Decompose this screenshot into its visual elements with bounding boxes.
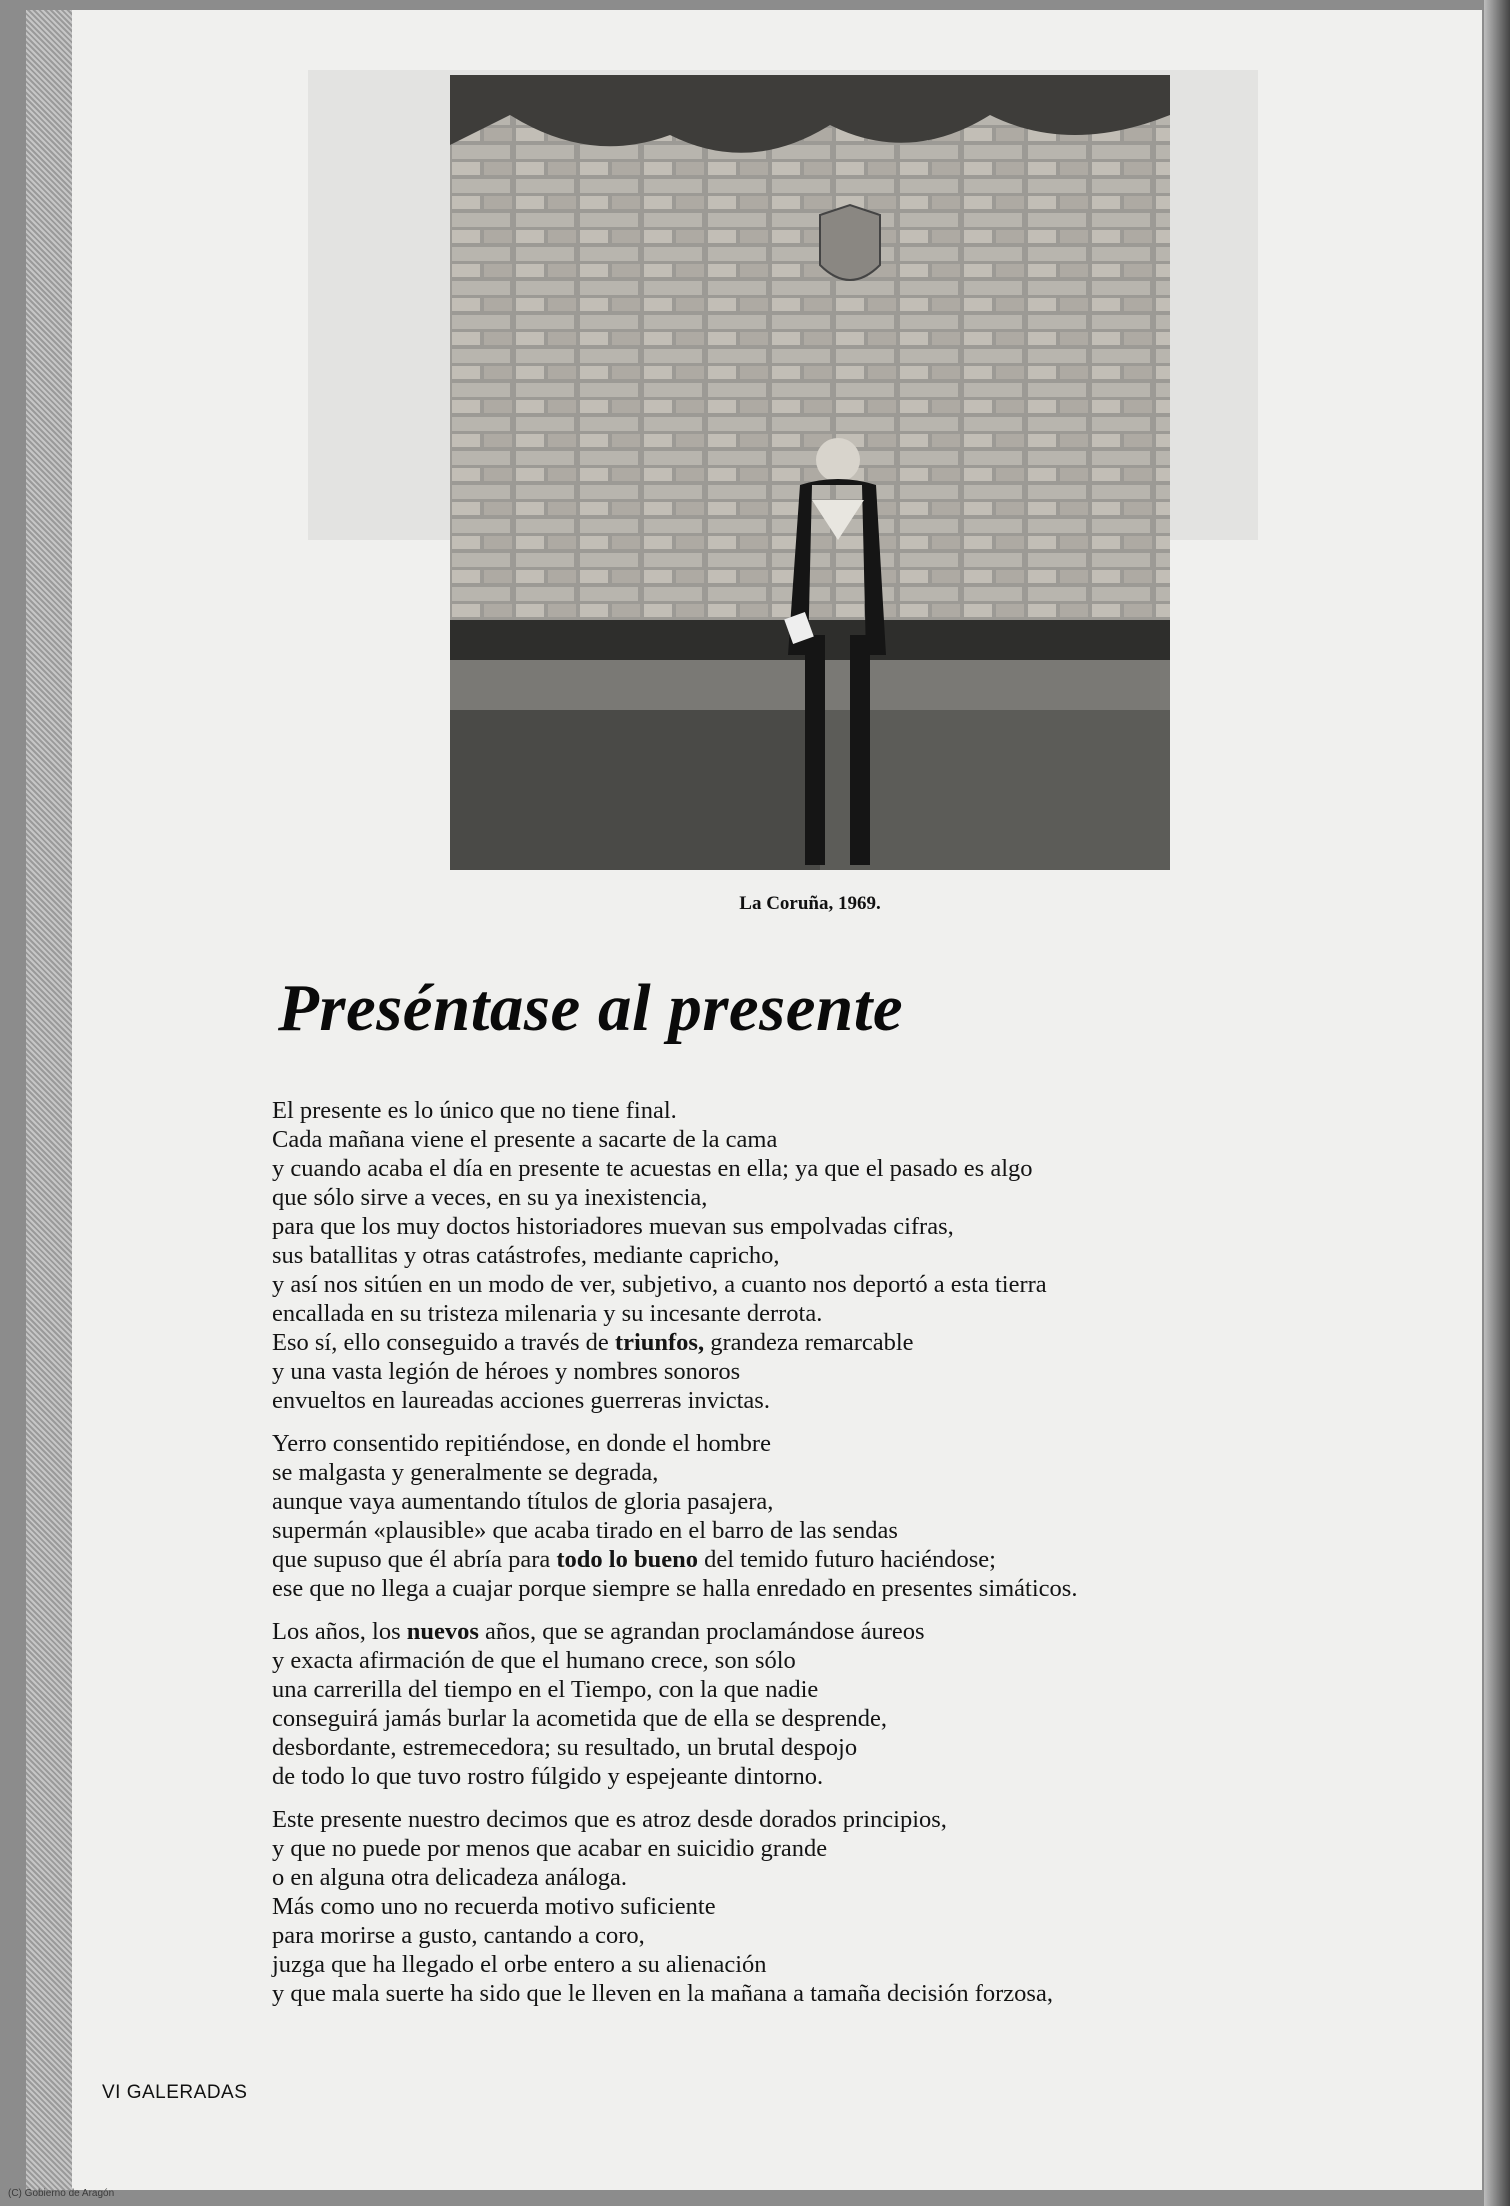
binding-strip	[26, 10, 72, 2190]
text-line	[272, 1545, 1452, 1574]
page-footer: VI GALERADAS	[102, 2082, 248, 2103]
page	[26, 10, 1482, 2190]
text-line: sus batallitas y otras catástrofes, mediante capricho,	[272, 1242, 780, 1269]
text-line: que sólo sirve a veces, en su ya inexistencia,	[272, 1184, 708, 1211]
text-line: Más como uno no recuerda motivo suficiente	[272, 1893, 716, 1920]
text-line: encallada en su tristeza milenaria y su incesante derrota.	[272, 1300, 823, 1327]
text-line: para morirse a gusto, cantando a coro,	[272, 1922, 645, 1949]
stanza	[272, 1617, 1452, 1791]
photo-caption: La Coruña, 1969.	[739, 893, 881, 914]
text-segment: Eso sí, ello conseguido a través de	[272, 1329, 615, 1356]
copyright-watermark: (C) Gobierno de Aragón	[8, 2188, 115, 2199]
stanza	[272, 1429, 1452, 1603]
text-line: aunque vaya aumentando títulos de gloria pasajera,	[272, 1488, 774, 1515]
text-line	[272, 1617, 1452, 1646]
text-line: ese que no llega a cuajar porque siempre se halla enredado en presentes simáticos.	[272, 1575, 1078, 1602]
portrait-photo-graphic	[450, 75, 1170, 870]
text-line: para que los muy doctos historiadores muevan sus empolvadas cifras,	[272, 1213, 954, 1240]
text-segment: grandeza remarcable	[704, 1329, 914, 1356]
text-line	[272, 1328, 1452, 1357]
text-segment: años, que se agrandan proclamándose áureos	[478, 1618, 925, 1645]
text-line: y cuando acaba el día en presente te acuestas en ella; ya que el pasado es algo	[272, 1155, 1033, 1182]
emphasis-text: todo lo bueno	[556, 1546, 698, 1573]
text-segment: Los años, los	[272, 1618, 407, 1645]
text-line: y que mala suerte ha sido que le lleven en la mañana a tamaña decisión forzosa,	[272, 1980, 1053, 2007]
emphasis-text: triunfos,	[614, 1329, 705, 1356]
text-line: Este presente nuestro decimos que es atroz desde dorados principios,	[272, 1806, 947, 1833]
stanza	[272, 1805, 1452, 2008]
text-line: conseguirá jamás burlar la acometida que de ella se desprende,	[272, 1705, 887, 1732]
text-line: y exacta afirmación de que el humano crece, son sólo	[272, 1647, 796, 1674]
emphasis-text: nuevos	[406, 1618, 479, 1645]
portrait-photo	[450, 75, 1170, 870]
text-line: o en alguna otra delicadeza análoga.	[272, 1864, 628, 1891]
text-line: juzga que ha llegado el orbe entero a su alienación	[272, 1951, 767, 1978]
text-segment: que supuso que él abría para	[272, 1546, 557, 1573]
text-line: El presente es lo único que no tiene final.	[272, 1097, 677, 1124]
article-body	[272, 1096, 1452, 2022]
text-line: Cada mañana viene el presente a sacarte de la cama	[272, 1126, 778, 1153]
text-line: Yerro consentido repitiéndose, en donde el hombre	[272, 1430, 771, 1457]
text-line: desbordante, estremecedora; su resultado, un brutal despojo	[272, 1734, 858, 1761]
text-segment: del temido futuro haciéndose;	[697, 1546, 996, 1573]
text-line: y una vasta legión de héroes y nombres sonoros	[272, 1358, 741, 1385]
text-line: una carrerilla del tiempo en el Tiempo, con la que nadie	[272, 1676, 819, 1703]
stanza	[272, 1096, 1452, 1415]
text-line: supermán «plausible» que acaba tirado en el barro de las sendas	[272, 1517, 898, 1544]
text-line: y así nos sitúen en un modo de ver, subjetivo, a cuanto nos deportó a esta tierra	[272, 1271, 1047, 1298]
text-line: se malgasta y generalmente se degrada,	[272, 1459, 659, 1486]
article-title: Preséntase al presente	[278, 971, 904, 1045]
text-line: de todo lo que tuvo rostro fúlgido y espejeante dintorno.	[272, 1763, 824, 1790]
text-line: y que no puede por menos que acabar en suicidio grande	[272, 1835, 828, 1862]
text-line: envueltos en laureadas acciones guerreras invictas.	[272, 1387, 770, 1414]
page-edge-shadow	[1484, 0, 1510, 2206]
